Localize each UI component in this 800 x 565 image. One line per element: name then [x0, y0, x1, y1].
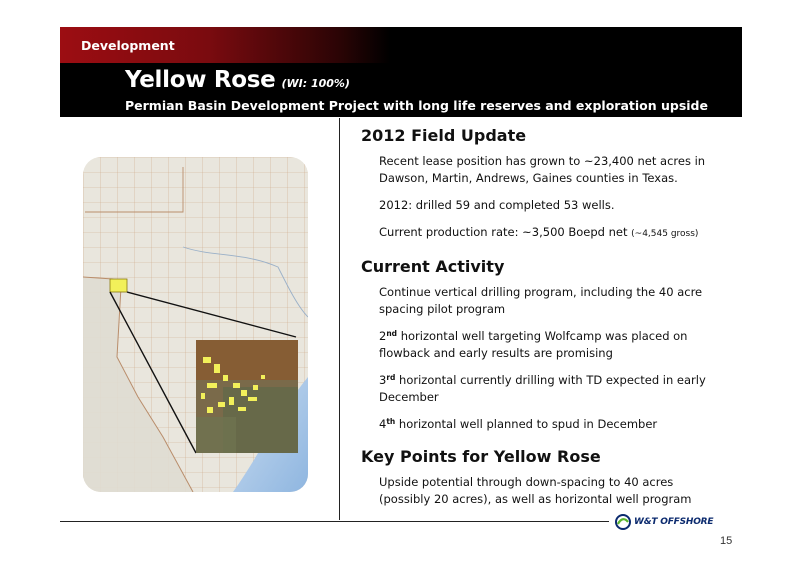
- heading-current-activity: Current Activity: [361, 257, 505, 276]
- field-update-lease-position: [379, 153, 736, 187]
- working-interest-label: (WI: 100%): [281, 77, 350, 90]
- title-text: Yellow Rose: [125, 67, 276, 93]
- yellow-rose-area: [110, 279, 127, 292]
- activity-vertical-drilling: [379, 284, 736, 318]
- company-logo: [615, 513, 713, 531]
- inset-satellite-image: [196, 340, 298, 453]
- column-divider: [339, 118, 340, 520]
- text-line: Dawson, Martin, Andrews, Gaines counties in Texas.: [379, 171, 678, 185]
- permian-basin-map: [83, 157, 308, 492]
- heading-key-points: Key Points for Yellow Rose: [361, 447, 601, 466]
- section-tag: Development: [81, 38, 175, 53]
- field-update-production: [379, 224, 736, 243]
- text-line: Upside potential through down-spacing to 40 acres: [379, 475, 674, 489]
- heading-field-update: 2012 Field Update: [361, 126, 527, 145]
- ordinal-suffix: nd: [386, 329, 398, 338]
- text-line: flowback and early results are promising: [379, 346, 613, 360]
- text-line: December: [379, 390, 439, 404]
- ordinal-suffix: th: [386, 417, 396, 426]
- ordinal-suffix: rd: [386, 373, 396, 382]
- page-number: 15: [720, 535, 733, 547]
- field-update-wells: 2012: drilled 59 and completed 53 wells.: [379, 198, 615, 212]
- text-line: Continue vertical drilling program, including the 40 acre: [379, 285, 703, 299]
- text-line: horizontal currently drilling with TD expected in early: [395, 373, 706, 387]
- footer-rule-left: [60, 521, 339, 522]
- activity-second-horizontal: [379, 328, 736, 362]
- text-line: horizontal well targeting Wolfcamp was placed on: [397, 329, 688, 343]
- production-rate-text: Current production rate: ~3,500 Boepd net: [379, 225, 632, 239]
- text-line: Recent lease position has grown to ~23,400 net acres in: [379, 154, 706, 168]
- content-column: [361, 126, 736, 518]
- logo-text: W&T OFFSHORE: [634, 517, 714, 527]
- text-line: horizontal well planned to spud in December: [395, 417, 658, 431]
- slide-title: [125, 67, 350, 93]
- ordinal-number: 2: [379, 329, 387, 343]
- logo-swirl-icon: [615, 514, 631, 530]
- ordinal-number: 3: [379, 373, 387, 387]
- text-line: (possibly 20 acres), as well as horizontal well program: [379, 492, 692, 506]
- ordinal-number: 4: [379, 417, 387, 431]
- text-line: spacing pilot program: [379, 302, 506, 316]
- section-tag-bar: [60, 27, 390, 63]
- production-gross-text: (~4,545 gross): [631, 229, 699, 239]
- footer-rule-right: [339, 521, 609, 522]
- activity-fourth-horizontal: [379, 416, 736, 433]
- map-graphic: [83, 157, 308, 492]
- activity-third-horizontal: [379, 372, 736, 406]
- slide-header: [60, 27, 742, 117]
- key-points-upside: [379, 474, 736, 508]
- slide-subtitle: Permian Basin Development Project with long life reserves and exploration upside: [125, 98, 708, 113]
